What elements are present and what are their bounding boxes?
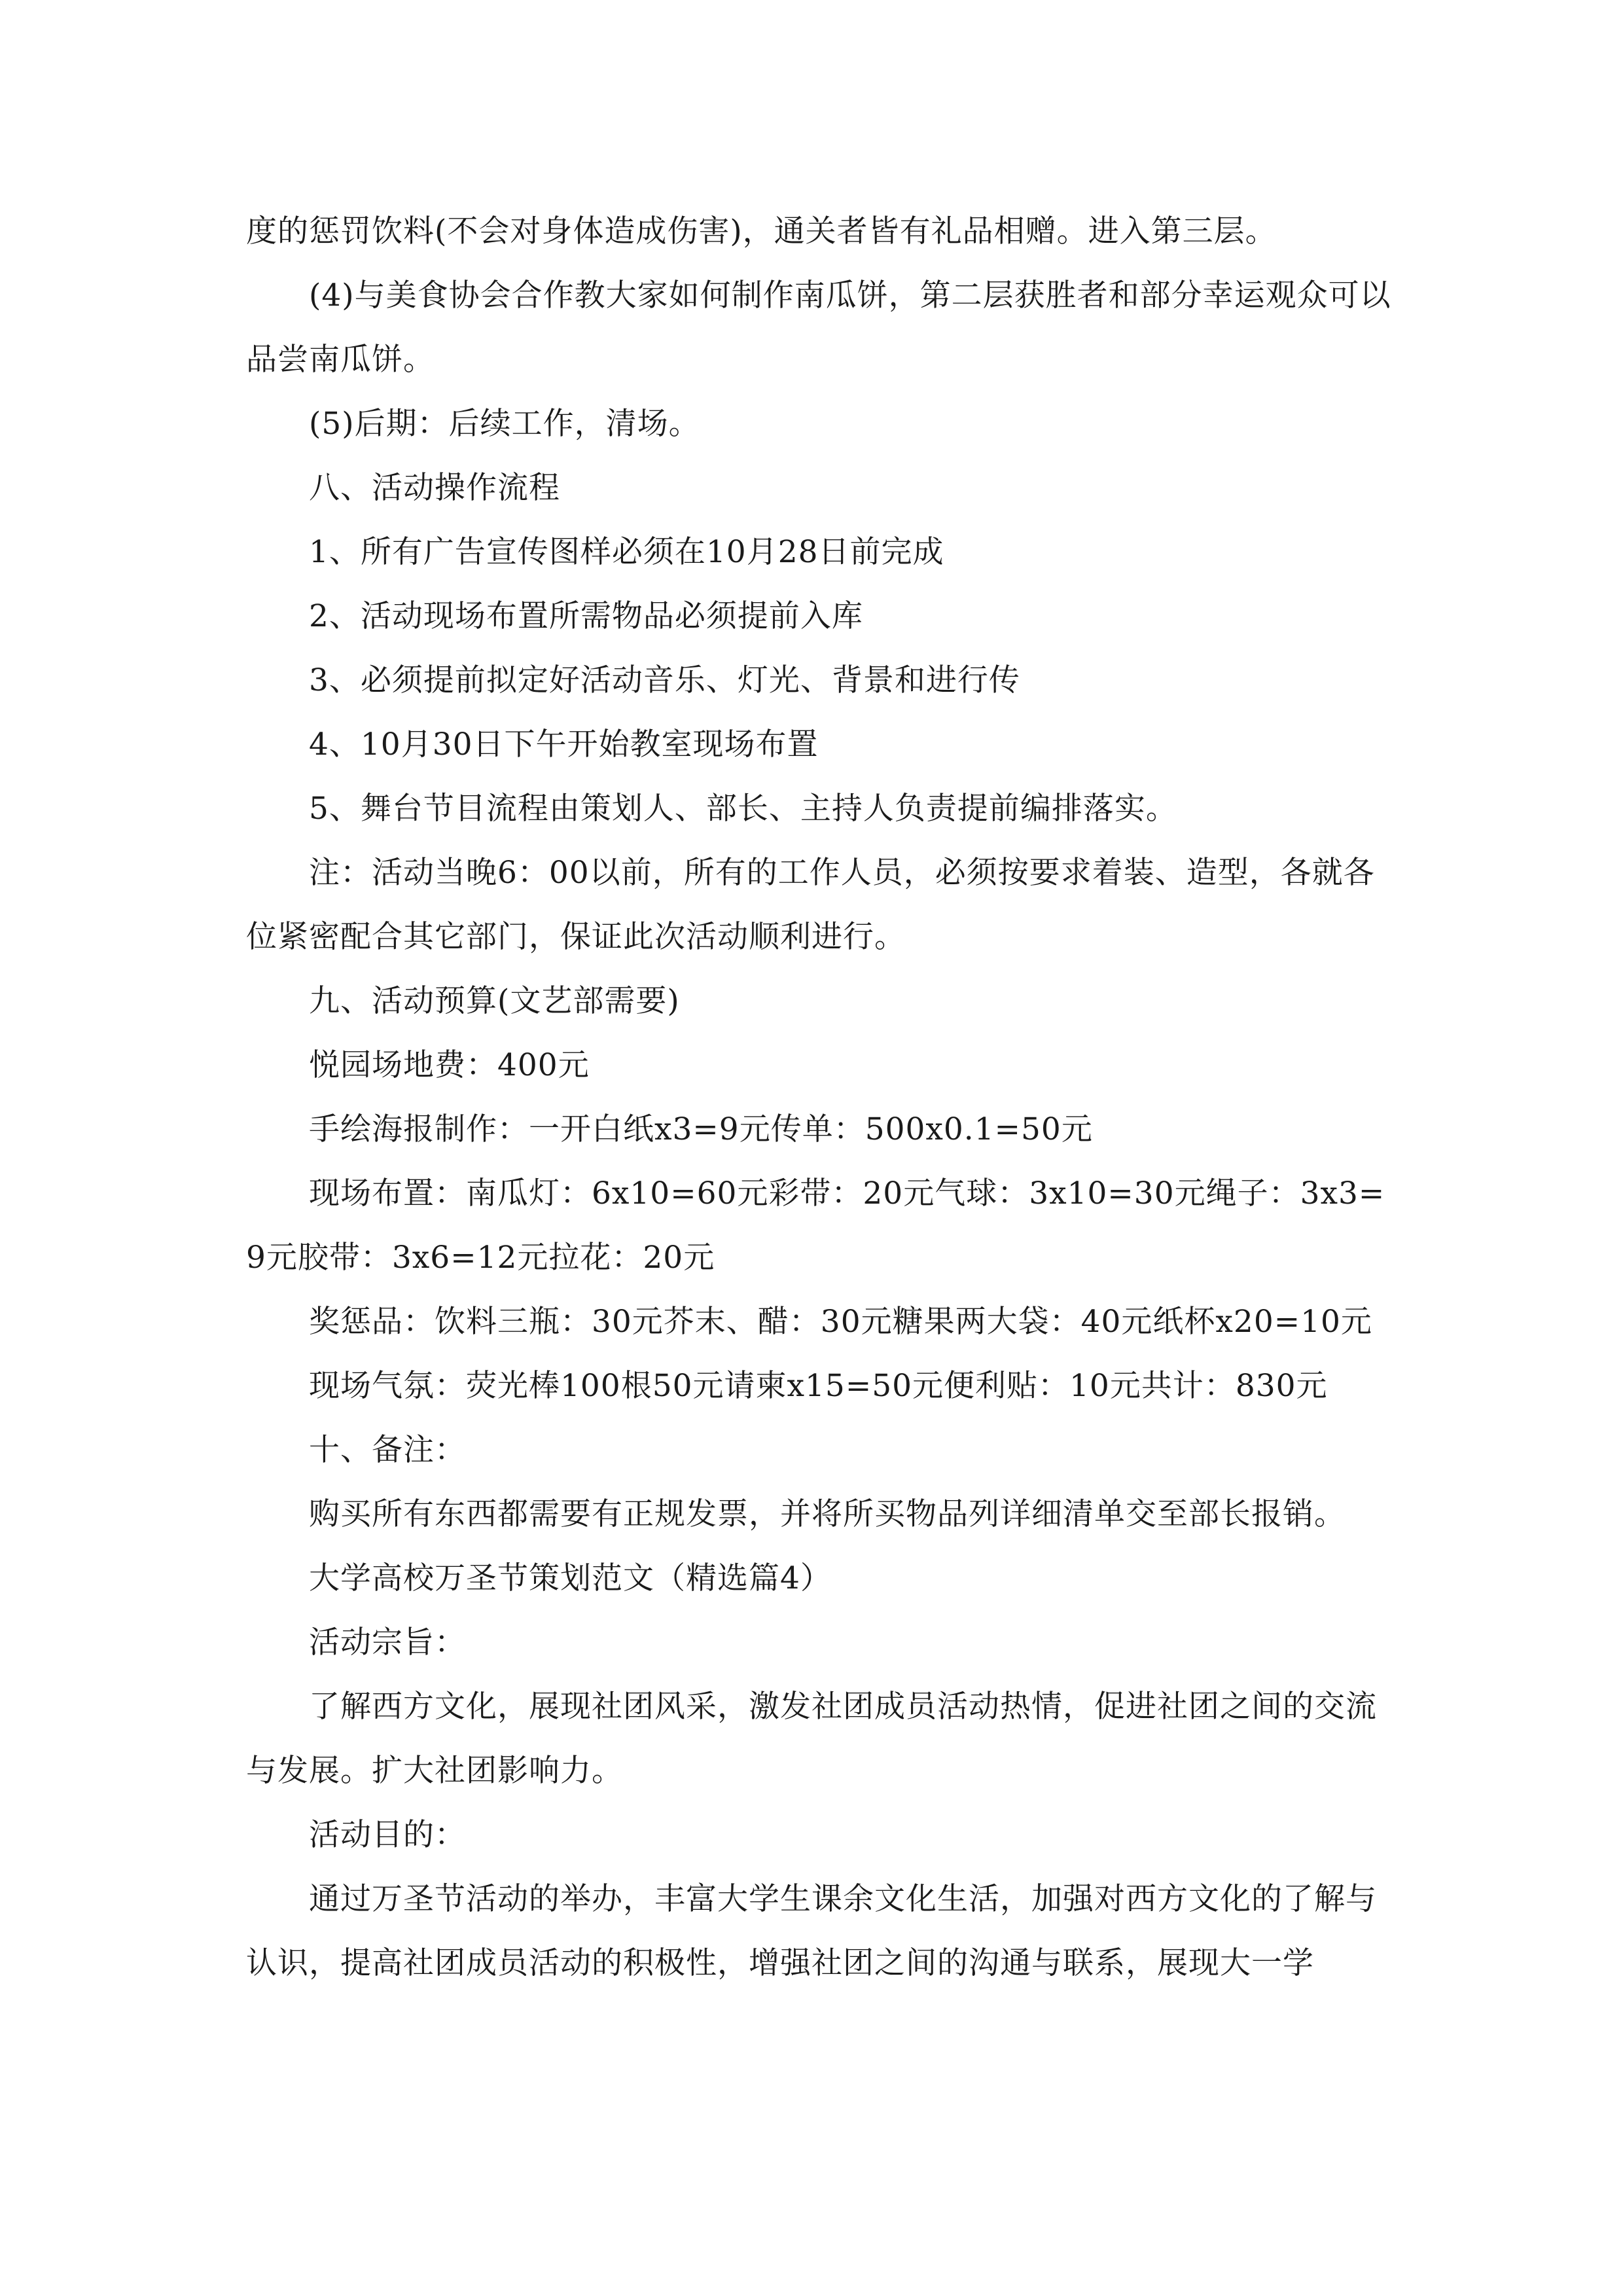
purpose-heading: 活动宗旨：	[309, 1624, 466, 1660]
paragraph-3: (5)后期：后续工作，清场。	[309, 406, 700, 442]
article-title: 大学高校万圣节策划范文（精选篇4）	[309, 1560, 832, 1596]
budget-venue: 悦园场地费：400元	[309, 1047, 590, 1083]
list-item-3: 3、必须提前拟定好活动音乐、灯光、背景和进行传	[309, 662, 1020, 698]
list-item-2: 2、活动现场布置所需物品必须提前入库	[309, 598, 863, 634]
goal-paragraph: 通过万圣节活动的举办，丰富大学生课余文化生活，加强对西方文化的了解与认识，提高社团成员活动的积极性，增强社团之间的沟通与联系，展现大一学	[246, 1881, 1377, 1981]
budget-prizes: 奖惩品：饮料三瓶：30元芥末、醋：30元糖果两大袋：40元纸杯x20=10元	[309, 1304, 1372, 1340]
list-item-5: 5、舞台节目流程由策划人、部长、主持人负责提前编排落实。	[309, 791, 1177, 827]
list-item-4: 4、10月30日下午开始教室现场布置	[309, 726, 819, 762]
paragraph-1: 度的惩罚饮料(不会对身体造成伤害)，通关者皆有礼品相赠。进入第三层。	[246, 213, 1277, 249]
budget-decoration: 现场布置：南瓜灯：6x10=60元彩带：20元气球：3x10=30元绳子：3x3=9元胶带：3x6=12元拉花：20元	[246, 1175, 1385, 1276]
document-body	[246, 200, 1398, 1996]
section-heading-8: 八、活动操作流程	[309, 470, 560, 506]
section-heading-9: 九、活动预算(文艺部需要)	[309, 983, 680, 1019]
section-heading-10: 十、备注：	[309, 1432, 466, 1468]
paragraph-2: (4)与美食协会合作教大家如何制作南瓜饼，第二层获胜者和部分幸运观众可以品尝南瓜饼。	[246, 278, 1391, 378]
budget-posters: 手绘海报制作：一开白纸x3=9元传单：500x0.1=50元	[309, 1111, 1093, 1147]
purpose-paragraph: 了解西方文化，展现社团风采，激发社团成员活动热情，促进社团之间的交流与发展。扩大社团影响力。	[246, 1689, 1377, 1789]
budget-atmosphere: 现场气氛：荧光棒100根50元请柬x15=50元便利贴：10元共计：830元	[309, 1368, 1328, 1404]
list-item-1: 1、所有广告宣传图样必须在10月28日前完成	[309, 534, 944, 570]
note-paragraph: 注：活动当晚6：00以前，所有的工作人员，必须按要求着装、造型，各就各位紧密配合其它部门，保证此次活动顺利进行。	[246, 855, 1375, 955]
remarks-paragraph: 购买所有东西都需要有正规发票，并将所买物品列详细清单交至部长报销。	[309, 1496, 1346, 1532]
goal-heading: 活动目的：	[309, 1817, 466, 1853]
